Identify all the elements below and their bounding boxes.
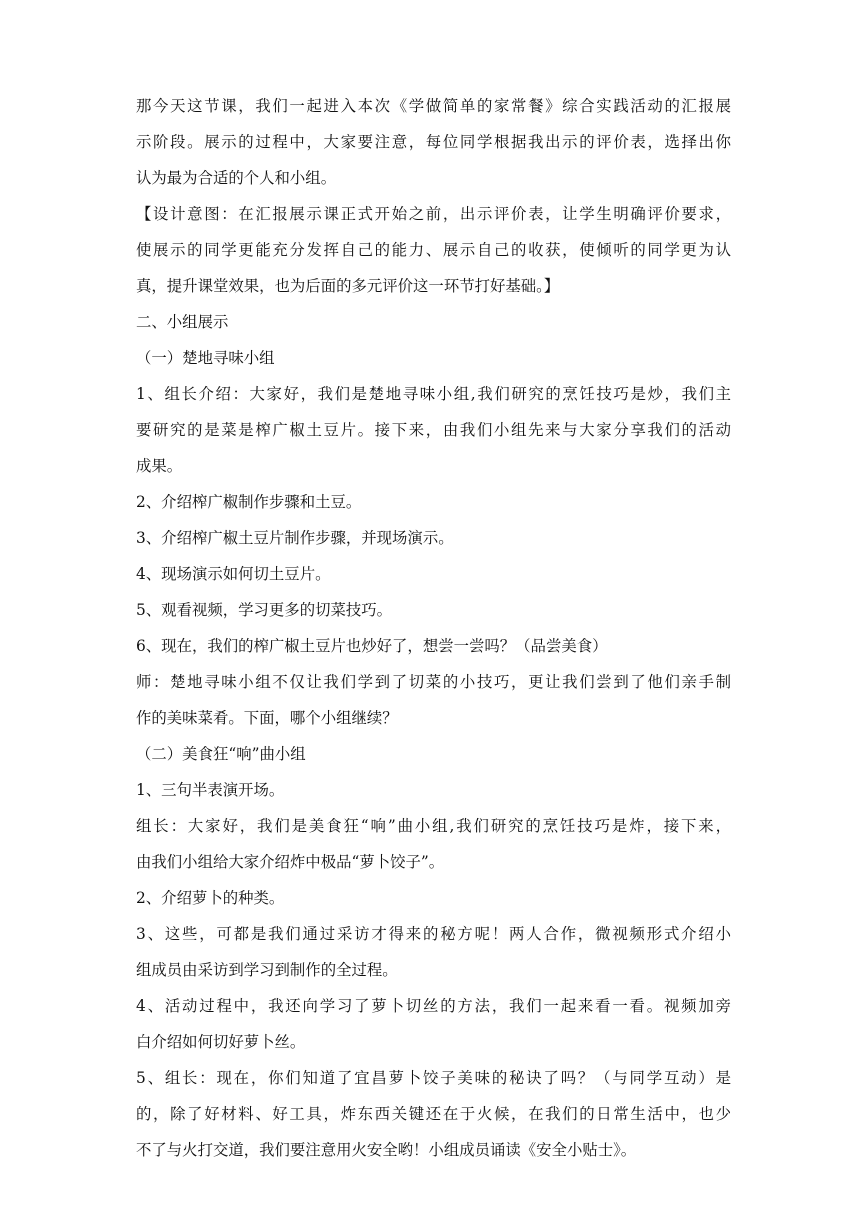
paragraph [136,880,731,916]
text-line: 2、介绍萝卜的种类。 [136,889,285,907]
paragraph [136,556,731,592]
text-line: 组成员由采访到学习到制作的全过程。 [136,961,398,979]
paragraph [136,88,731,196]
text-line: 3、介绍榨广椒土豆片制作步骤，并现场演示。 [136,529,454,547]
text-line: （一）楚地寻味小组 [136,349,275,367]
text-line: 由我们小组给大家介绍炸中极品“萝卜饺子”。 [136,853,445,871]
paragraph [136,376,731,484]
paragraph [136,304,731,340]
text-line: 的，除了好材料、好工具，炸东西关键还在于火候，在我们的日常生活中，也少 [136,1105,731,1123]
text-line: 4、现场演示如何切土豆片。 [136,565,331,583]
paragraph [136,196,731,304]
text-line: 组长：大家好，我们是美食狂“响”曲小组,我们研究的烹饪技巧是炸，接下来， [136,817,731,835]
text-line: 二、小组展示 [136,313,229,331]
paragraph [136,772,731,808]
document-body [136,88,731,1168]
text-line: （二）美食狂“响”曲小组 [136,745,306,763]
paragraph [136,484,731,520]
paragraph [136,340,731,376]
paragraph [136,916,731,988]
document-page [136,88,731,1168]
paragraph [136,736,731,772]
text-line: 6、现在，我们的榨广椒土豆片也炒好了，想尝一尝吗？（品尝美食） [136,637,608,655]
paragraph [136,592,731,628]
text-line: 5、组长：现在，你们知道了宜昌萝卜饺子美味的秘诀了吗？（与同学互动）是 [136,1069,731,1087]
paragraph [136,1060,731,1168]
text-line: 1、组长介绍：大家好，我们是楚地寻味小组,我们研究的烹饪技巧是炒，我们主 [136,385,731,403]
text-line: 3、这些，可都是我们通过采访才得来的秘方呢！两人合作，微视频形式介绍小 [136,925,731,943]
text-line: 示阶段。展示的过程中，大家要注意，每位同学根据我出示的评价表，选择出你 [136,133,731,151]
text-line: 不了与火打交道，我们要注意用火安全哟！小组成员诵读《安全小贴士》。 [136,1141,637,1159]
paragraph [136,628,731,664]
paragraph [136,520,731,556]
text-line: 白介绍如何切好萝卜丝。 [136,1033,306,1051]
paragraph [136,808,731,880]
text-line: 真，提升课堂效果，也为后面的多元评价这一环节打好基础。】 [136,277,560,295]
text-line: 【设计意图：在汇报展示课正式开始之前，出示评价表，让学生明确评价要求， [136,205,731,223]
text-line: 5、观看视频，学习更多的切菜技巧。 [136,601,393,619]
text-line: 要研究的是菜是榨广椒土豆片。接下来，由我们小组先来与大家分享我们的活动 [136,421,731,439]
text-line: 认为最为合适的个人和小组。 [136,169,337,187]
text-line: 成果。 [136,457,183,475]
text-line: 1、三句半表演开场。 [136,781,285,799]
paragraph [136,988,731,1060]
text-line: 那今天这节课，我们一起进入本次《学做简单的家常餐》综合实践活动的汇报展 [136,97,731,115]
text-line: 2、介绍榨广椒制作步骤和土豆。 [136,493,362,511]
text-line: 4、活动过程中，我还向学习了萝卜切丝的方法，我们一起来看一看。视频加旁 [136,997,731,1015]
text-line: 使展示的同学更能充分发挥自己的能力、展示自己的收获，使倾听的同学更为认 [136,241,731,259]
text-line: 作的美味菜肴。下面，哪个小组继续？ [136,709,398,727]
paragraph [136,664,731,736]
text-line: 师：楚地寻味小组不仅让我们学到了切菜的小技巧，更让我们尝到了他们亲手制 [136,673,731,691]
